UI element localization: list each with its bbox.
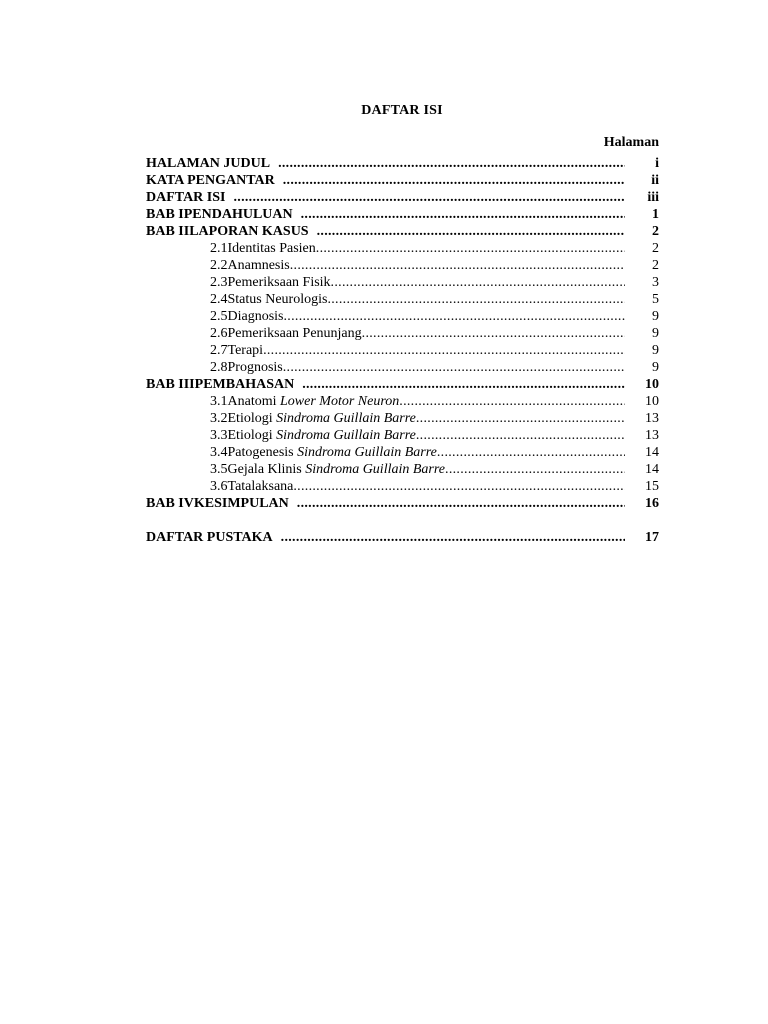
chapter-number: BAB III: [146, 377, 195, 392]
toc-subentry: [146, 410, 659, 427]
toc-entry-page: 9: [652, 343, 659, 358]
leader-dots: [283, 172, 625, 189]
toc-entry-page: 5: [652, 292, 659, 307]
toc-entry-label: KATA PENGANTAR: [146, 173, 275, 188]
leader-dots: [317, 223, 625, 240]
toc-entry-label: PENDAHULUAN: [183, 207, 293, 222]
toc-entry-daftar-pustaka: [146, 529, 659, 546]
toc-entry-label: KESIMPULAN: [193, 496, 289, 511]
leader-dots: [302, 376, 625, 393]
chapter-number: BAB II: [146, 224, 190, 239]
leader-dots: [233, 189, 625, 206]
section-number: 2.7: [210, 343, 228, 358]
chapter-number: BAB IV: [146, 496, 194, 511]
toc-entry-page: 2: [652, 224, 659, 239]
leader-dots: [301, 206, 625, 223]
toc-entry-bab-2: [146, 223, 659, 240]
toc-entry-label: Terapi: [227, 343, 264, 358]
toc-entry-bab-1: [146, 206, 659, 223]
toc-entry-page: 9: [652, 309, 659, 324]
document-title: DAFTAR ISI: [361, 103, 443, 118]
toc-entry-page: 10: [645, 377, 659, 392]
toc-entry-page: 13: [645, 411, 659, 426]
section-number: 3.4: [210, 445, 228, 460]
leader-dots: [263, 342, 625, 359]
toc-entry-label: Gejala Klinis Sindroma Guillain Barre: [227, 462, 446, 477]
toc-entry-daftar-isi: [146, 189, 659, 206]
toc-entry-page: 14: [645, 445, 659, 460]
toc-entry-page: 10: [645, 394, 659, 409]
toc-entry-label: Pemeriksaan Fisik: [227, 275, 331, 290]
toc-entry-page: ii: [651, 173, 659, 188]
italic-term: Lower Motor Neuron: [280, 394, 400, 409]
chapter-number: BAB I: [146, 207, 184, 222]
toc-subentry: [146, 257, 659, 274]
toc-subentry: [146, 427, 659, 444]
section-number: 2.2: [210, 258, 228, 273]
leader-dots: [399, 393, 625, 410]
toc-entry-page: 17: [645, 530, 659, 545]
toc-entry-label: Anamnesis: [227, 258, 290, 273]
leader-dots: [290, 257, 625, 274]
toc-entry-label: DAFTAR ISI: [146, 190, 226, 205]
toc-subentry: [146, 478, 659, 495]
toc-entry-page: 2: [652, 241, 659, 256]
leader-dots: [416, 427, 625, 444]
section-number: 2.6: [210, 326, 228, 341]
toc-entry-page: 14: [645, 462, 659, 477]
section-number: 3.1: [210, 394, 228, 409]
section-number: 2.5: [210, 309, 228, 324]
leader-dots: [437, 444, 625, 461]
toc-entry-label: Diagnosis: [227, 309, 284, 324]
leader-dots: [445, 461, 625, 478]
toc-entry-label: Prognosis: [227, 360, 283, 375]
leader-dots: [416, 410, 625, 427]
toc-entry-page: 9: [652, 326, 659, 341]
toc-subentry: [146, 359, 659, 376]
leader-dots: [278, 155, 625, 172]
toc-subentry: [146, 393, 659, 410]
italic-term: Sindroma Guillain Barre: [276, 411, 416, 426]
section-number: 2.1: [210, 241, 228, 256]
toc-entry-label: HALAMAN JUDUL: [146, 156, 271, 171]
leader-dots: [362, 325, 625, 342]
italic-term: Sindroma Guillain Barre: [276, 428, 416, 443]
italic-term: Sindroma Guillain Barre: [305, 462, 446, 477]
toc-entry-page: iii: [647, 190, 659, 205]
section-number: 2.8: [210, 360, 228, 375]
section-number: 2.4: [210, 292, 228, 307]
table-of-contents: [146, 155, 659, 546]
leader-dots: [293, 478, 625, 495]
toc-subentry: [146, 308, 659, 325]
italic-term: Sindroma Guillain Barre: [297, 445, 437, 460]
toc-subentry: [146, 342, 659, 359]
toc-entry-kata-pengantar: [146, 172, 659, 189]
toc-entry-page: 9: [652, 360, 659, 375]
section-number: 3.5: [210, 462, 228, 477]
leader-dots: [284, 308, 626, 325]
toc-entry-label: Tatalaksana: [227, 479, 294, 494]
toc-entry-page: 16: [645, 496, 659, 511]
toc-entry-label: Patogenesis Sindroma Guillain Barre: [227, 445, 437, 460]
toc-entry-halaman-judul: [146, 155, 659, 172]
toc-entry-label: Pemeriksaan Penunjang: [227, 326, 362, 341]
leader-dots: [327, 291, 625, 308]
toc-entry-label: Etiologi Sindroma Guillain Barre: [227, 428, 416, 443]
toc-entry-page: 3: [652, 275, 659, 290]
toc-entry-page: 13: [645, 428, 659, 443]
toc-subentry: [146, 274, 659, 291]
toc-subentry: [146, 240, 659, 257]
toc-entry-bab-4: [146, 495, 659, 512]
toc-entry-label: PEMBAHASAN: [194, 377, 295, 392]
section-number: 3.6: [210, 479, 228, 494]
leader-dots: [283, 359, 625, 376]
section-number: 2.3: [210, 275, 228, 290]
toc-entry-label: Anatomi Lower Motor Neuron: [227, 394, 400, 409]
section-number: 3.3: [210, 428, 228, 443]
toc-entry-label: LAPORAN KASUS: [189, 224, 309, 239]
toc-entry-page: 15: [645, 479, 659, 494]
toc-subentry: [146, 291, 659, 308]
section-number: 3.2: [210, 411, 228, 426]
toc-entry-bab-3: [146, 376, 659, 393]
toc-entry-label: Etiologi Sindroma Guillain Barre: [227, 411, 416, 426]
toc-subentry: [146, 325, 659, 342]
toc-entry-label: DAFTAR PUSTAKA: [146, 530, 273, 545]
toc-subentry: [146, 444, 659, 461]
toc-entry-label: Identitas Pasien: [227, 241, 316, 256]
leader-dots: [331, 274, 625, 291]
leader-dots: [297, 495, 625, 512]
toc-entry-page: 2: [652, 258, 659, 273]
toc-subentry: [146, 461, 659, 478]
toc-entry-page: 1: [652, 207, 659, 222]
toc-entry-label: Status Neurologis: [227, 292, 328, 307]
leader-dots: [281, 529, 625, 546]
toc-entry-page: i: [655, 156, 659, 171]
leader-dots: [316, 240, 625, 257]
page-column-header: Halaman: [603, 135, 659, 150]
